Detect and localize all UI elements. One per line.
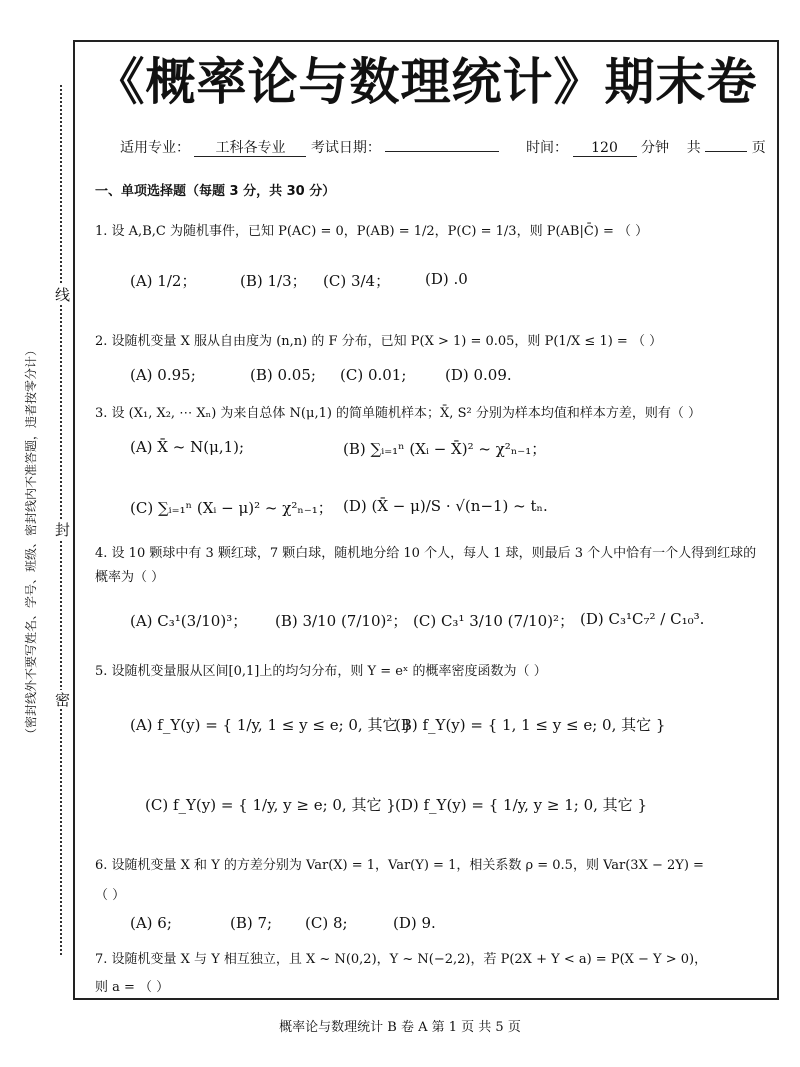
q3-option-a: (A) X̄ ~ N(μ,1); [130,438,245,456]
q5-option-c: (C) f_Y(y) = { 1/y, y ≥ e; 0, 其它 } [145,796,396,814]
question-2-stem: 2. 设随机变量 X 服从自由度为 (n,n) 的 F 分布，已知 P(X > 1) = 0.05，则 P(1/X ≤ 1) = （ ） [95,334,663,349]
q1-option-c: (C) 3/4； [323,272,391,290]
time-label: 时间： [526,140,569,156]
seal-label-feng: 封 [53,522,71,537]
q6-option-c: (C) 8; [305,914,348,932]
page-unit: 页 [751,140,766,156]
question-7-stem-cont: 则 a = （ ） [95,980,170,995]
q4-option-c: (C) C₃¹ 3/10 (7/10)²； [413,612,575,630]
q3-option-c: (C) ∑ᵢ₌₁ⁿ (Xᵢ − μ)² ~ χ²ₙ₋₁； [130,499,333,517]
date-label: 考试日期： [310,140,381,156]
q2-option-d: (D) 0.09. [445,366,512,384]
q2-option-a: (A) 0.95; [130,366,196,384]
q1-option-a: (A) 1/2； [130,272,197,290]
q5-option-b: (B) f_Y(y) = { 1, 1 ≤ y ≤ e; 0, 其它 } [395,716,666,734]
q6-option-d: (D) 9. [393,914,436,932]
question-4-stem-cont: 概率为（ ） [95,570,165,585]
seal-label-mi: 密 [53,692,71,707]
q3-option-d: (D) (X̄ − μ)/S · √(n−1) ~ tₙ. [343,497,548,515]
exam-frame [73,40,779,1000]
page-footer: 概率论与数理统计 B 卷 A 第 1 页 共 5 页 [279,1020,521,1035]
total-label: 共 [686,140,701,156]
exam-meta [120,137,766,157]
major-value: 工科各专业 [194,140,306,157]
q4-option-d: (D) C₃¹C₇² / C₁₀³. [580,610,705,628]
minute-label: 分钟 [640,140,669,156]
q2-option-b: (B) 0.05; [250,366,316,384]
q1-option-d: (D) .0 [425,270,468,288]
pages-value [705,151,747,152]
q6-option-b: (B) 7; [230,914,273,932]
question-7-stem: 7. 设随机变量 X 与 Y 相互独立，且 X ~ N(0,2)，Y ~ N(−2,2)，若 P(2X + Y < a) = P(X − Y > 0)， [95,952,708,967]
q5-option-a: (A) f_Y(y) = { 1/y, 1 ≤ y ≤ e; 0, 其它 } [130,716,412,734]
question-3-stem: 3. 设 (X₁, X₂, ⋯ Xₙ) 为来自总体 N(μ,1) 的简单随机样本；X̄, S² 分别为样本均值和样本方差，则有（ ） [95,406,701,421]
q5-option-d: (D) f_Y(y) = { 1/y, y ≥ 1; 0, 其它 } [395,796,647,814]
question-6-stem-cont: （ ） [95,888,126,903]
q3-option-b: (B) ∑ᵢ₌₁ⁿ (Xᵢ − X̄)² ~ χ²ₙ₋₁； [343,440,547,458]
q4-option-a: (A) C₃¹(3/10)³； [130,612,248,630]
q6-option-a: (A) 6; [130,914,172,932]
q4-option-b: (B) 3/10 (7/10)²； [275,612,408,630]
major-label: 适用专业： [120,140,190,156]
q2-option-c: (C) 0.01; [340,366,407,384]
question-5-stem: 5. 设随机变量服从区间[0,1]上的均匀分布，则 Y = eˣ 的概率密度函数为（ ） [95,664,547,679]
section-heading: 一、单项选择题（每题 3 分，共 30 分） [95,184,336,199]
q1-option-b: (B) 1/3； [240,272,307,290]
exam-title: 《概率论与数理统计》期末卷 [94,53,758,111]
time-value: 120 [573,140,637,157]
question-6-stem: 6. 设随机变量 X 和 Y 的方差分别为 Var(X) = 1，Var(Y) = 1，相关系数 ρ = 0.5，则 Var(3X − 2Y) = [95,858,704,873]
date-value [385,151,499,152]
seal-notice: （密封线外不要写姓名、学号、班级、密封线内不准答题，违者按零分计） [24,343,38,740]
seal-label-xian: 线 [53,287,71,302]
question-4-stem: 4. 设 10 颗球中有 3 颗红球，7 颗白球，随机地分给 10 个人，每人 1 球，则最后 3 个人中恰有一个人得到红球的 [95,546,757,561]
question-1-stem: 1. 设 A,B,C 为随机事件，已知 P(AC) = 0，P(AB) = 1/2，P(C) = 1/3，则 P(AB|C̄) = （ ） [95,224,649,239]
